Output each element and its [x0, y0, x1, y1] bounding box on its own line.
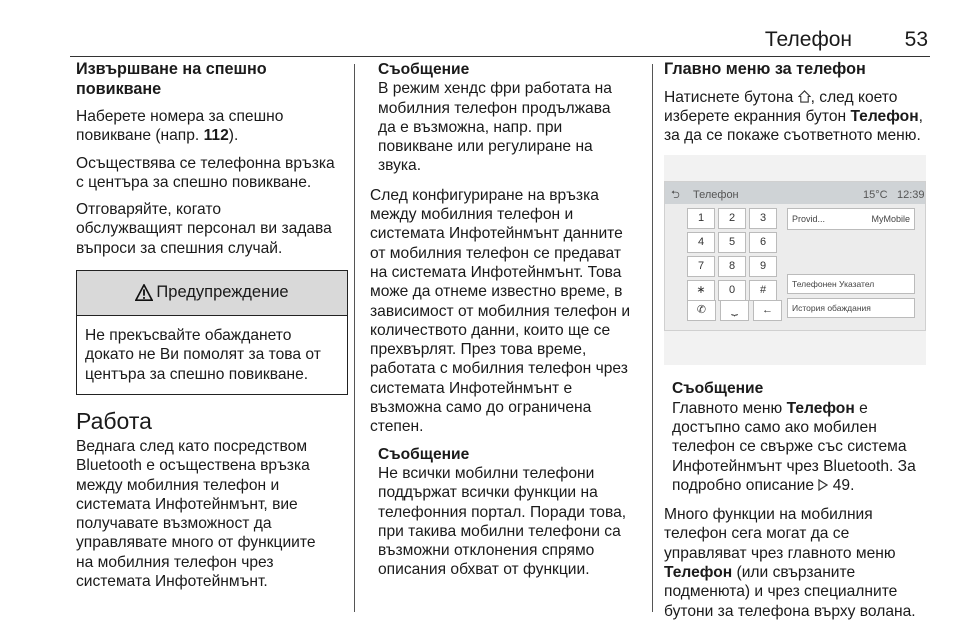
column-2 — [370, 60, 660, 590]
page-title: Телефон — [764, 28, 852, 51]
screen-time: 12:39 — [897, 189, 925, 202]
key: 2 — [718, 208, 746, 229]
screen-title: Телефон — [693, 189, 739, 202]
key: 4 — [687, 232, 715, 253]
note-box: Съобщение Главното меню Телефон е достъпно само ако мобилен телефон се свърже със система Инфотейнмънт чрез Bluetooth. За подробно описание 49. — [672, 380, 916, 494]
key: 8 — [718, 256, 746, 277]
screen-right-panel — [787, 208, 915, 318]
emergency-call-heading: Извършване на спешно повикване — [76, 60, 267, 98]
reference-arrow-icon — [818, 479, 828, 491]
key: 0 — [718, 280, 746, 301]
paragraph: Осъществява се телефонна връзка с центъра за спешно повикване. — [76, 154, 335, 191]
paragraph: Натиснете бутона , след което изберете екранния бутон Телефон, за да се покаже съответното меню. — [664, 88, 923, 145]
section-title: Работа — [76, 407, 152, 434]
note-box: Съобщение Не всички мобилни телефони поддържат всички функции на телефонния портал. Поради това, при такива мобилни телефони са възможни отклонения спрямо описания обхват от функции. — [378, 445, 627, 579]
key: 3 — [749, 208, 777, 229]
back-icon: ⮌ — [671, 189, 680, 202]
paragraph: Наберете номера за спешно повикване (напр. 112). — [76, 108, 284, 145]
warning-body: Не прекъсвайте обаждането докато не Ви помолят за това от центъра за спешно повикване. — [85, 327, 321, 383]
keypad — [687, 208, 777, 301]
page-header — [70, 26, 930, 57]
screen-title-bar — [665, 182, 925, 204]
warning-triangle-icon — [135, 284, 153, 302]
column-divider — [354, 64, 355, 612]
column-3 — [664, 60, 932, 629]
warning-box — [76, 270, 348, 395]
history-screen-button: История обаждания — [787, 298, 915, 318]
key: 7 — [687, 256, 715, 277]
page-number: 53 — [904, 28, 928, 51]
paragraph: Веднага след като посредством Bluetooth е осъществена връзка между мобилния телефон и системата Инфотейнмънт, вие получавате възможност да управлявате много от функциите на мобилния телефон чрез системата Инфотейнмънт. — [76, 437, 316, 591]
provider-row: Provid... MyMobile — [787, 208, 915, 230]
warning-header — [77, 271, 347, 316]
key: # — [749, 280, 777, 301]
paragraph: Отговаряйте, когато обслужващият персонал ви задава въпроси за спешния случай. — [76, 201, 332, 257]
paragraph: Много функции на мобилния телефон сега могат да се управляват чрез главното меню Телефон (или свързаните подменюта) и чрез специалните бутони за телефона върху волана. — [664, 506, 916, 620]
column-1 — [76, 60, 348, 599]
warning-title: Предупреждение — [156, 283, 289, 302]
key: 9 — [749, 256, 777, 277]
backspace-icon: ← — [753, 300, 782, 321]
key: 5 — [718, 232, 746, 253]
screen-temp: 15°C — [863, 189, 888, 202]
screen-frame — [664, 181, 926, 331]
key: 6 — [749, 232, 777, 253]
key: 1 — [687, 208, 715, 229]
paragraph: След конфигуриране на връзка между мобилния телефон и системата Инфотейнмънт данните от мобилния телефон се предават на системата Инфотейнмънт. Това може да отнеме известно време, в зависимост от мобилния телефон и количеството данни, които ще се прехвърлят. През това време, работата с мобилния телефон чрез системата Инфотейнмънт е възможна само до ограничена степен. — [370, 186, 631, 436]
call-icon: ✆ — [687, 300, 716, 321]
key: ∗ — [687, 280, 715, 301]
home-icon — [798, 90, 811, 103]
hangup-icon: ⏟ — [720, 300, 749, 321]
contacts-screen-button: Телефонен Указател — [787, 274, 915, 294]
note-box: Съобщение В режим хендс фри работата на мобилния телефон продължава да е възможна, напр. при повикване или регулиране на звука. — [378, 61, 612, 175]
phone-menu-heading: Главно меню за телефон — [664, 60, 866, 78]
call-controls — [687, 300, 782, 321]
phone-menu-screenshot — [664, 155, 926, 365]
